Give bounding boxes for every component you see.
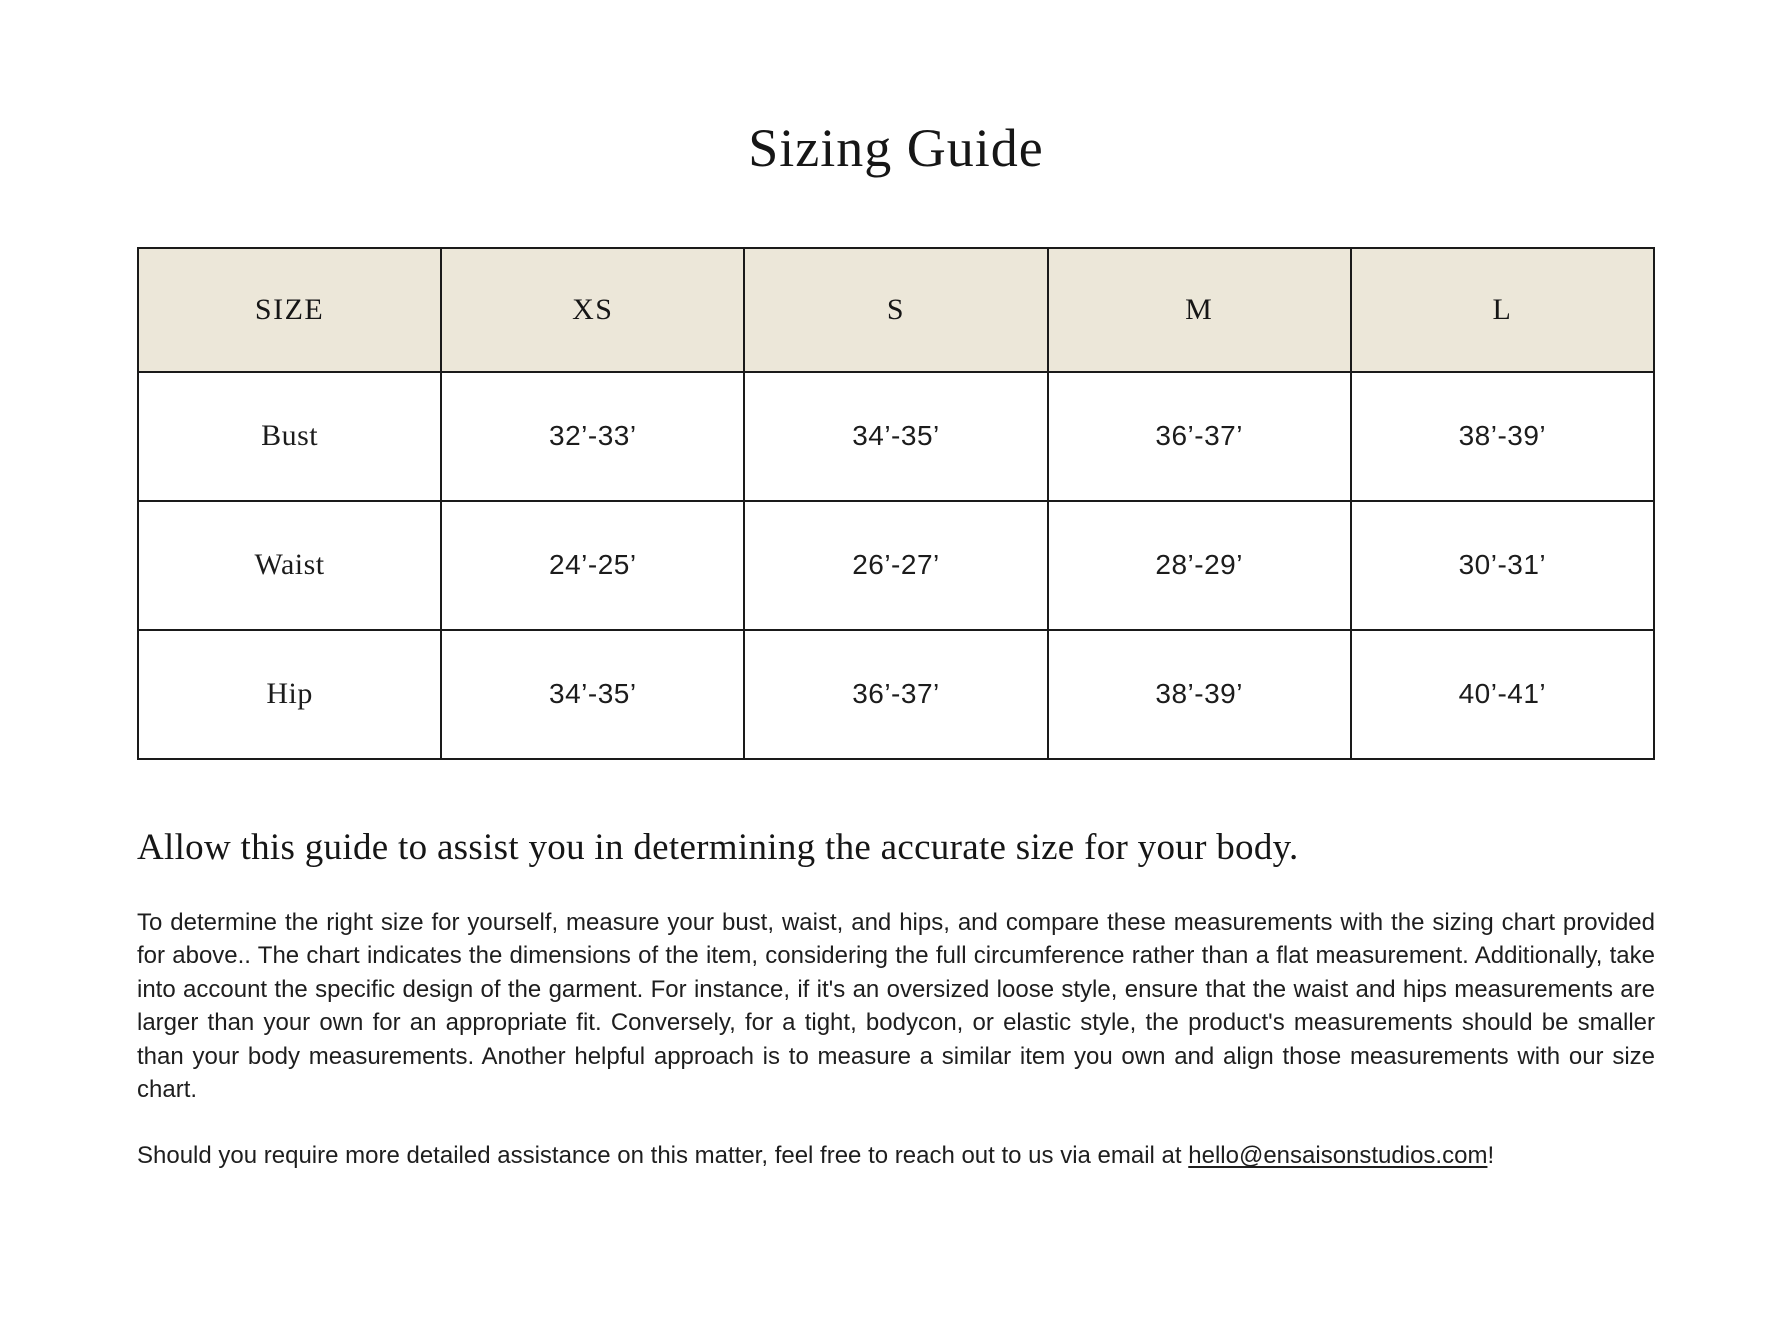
table-row-hip <box>138 630 1654 759</box>
cell-bust-s: 34’-35’ <box>744 372 1047 501</box>
cell-waist-m: 28’-29’ <box>1048 501 1351 630</box>
cell-bust-xs: 32’-33’ <box>441 372 744 501</box>
column-header-l: L <box>1351 248 1654 372</box>
cell-hip-xs: 34’-35’ <box>441 630 744 759</box>
contact-line <box>137 1139 1655 1173</box>
contact-email-link[interactable]: hello@ensaisonstudios.com <box>1188 1141 1488 1169</box>
contact-text-suffix: ! <box>1487 1141 1495 1169</box>
cell-bust-l: 38’-39’ <box>1351 372 1654 501</box>
guide-subheading: Allow this guide to assist you in determining the accurate size for your body. <box>137 826 1299 868</box>
column-header-s: S <box>744 248 1047 372</box>
sizing-table-body <box>138 372 1654 759</box>
cell-hip-m: 38’-39’ <box>1048 630 1351 759</box>
header-row <box>138 248 1654 372</box>
cell-waist-l: 30’-31’ <box>1351 501 1654 630</box>
cell-waist-s: 26’-27’ <box>744 501 1047 630</box>
cell-waist-xs: 24’-25’ <box>441 501 744 630</box>
sizing-table <box>137 247 1655 760</box>
contact-text-prefix: Should you require more detailed assistance on this matter, feel free to reach out to us via email at <box>137 1141 1189 1169</box>
row-label-waist: Waist <box>138 501 441 630</box>
content-area <box>137 247 1655 1173</box>
cell-hip-l: 40’-41’ <box>1351 630 1654 759</box>
page-title: Sizing Guide <box>748 118 1044 178</box>
table-row-waist <box>138 501 1654 630</box>
row-label-bust: Bust <box>138 372 441 501</box>
cell-hip-s: 36’-37’ <box>744 630 1047 759</box>
sizing-table-header <box>138 248 1654 372</box>
sizing-instructions-paragraph: To determine the right size for yourself, measure your bust, waist, and hips, and compare these measurements with the sizing chart provided for above.. The chart indicates the dimensions of the item, considering the full circumference rather than a flat measurement. Additionally, take into account the specific design of the garment. For instance, if it's an oversized loose style, ensure that the waist and hips measurements are larger than your own for an appropriate fit. Conversely, for a tight, bodycon, or elastic style, the product's measurements should be smaller than your body measurements. Another helpful approach is to measure a similar item you own and align those measurements with our size chart. <box>137 908 1655 1104</box>
sizing-guide-page <box>0 112 1792 1344</box>
row-label-hip: Hip <box>138 630 441 759</box>
column-header-size: SIZE <box>138 248 441 372</box>
column-header-xs: XS <box>441 248 744 372</box>
table-row-bust <box>138 372 1654 501</box>
column-header-m: M <box>1048 248 1351 372</box>
cell-bust-m: 36’-37’ <box>1048 372 1351 501</box>
